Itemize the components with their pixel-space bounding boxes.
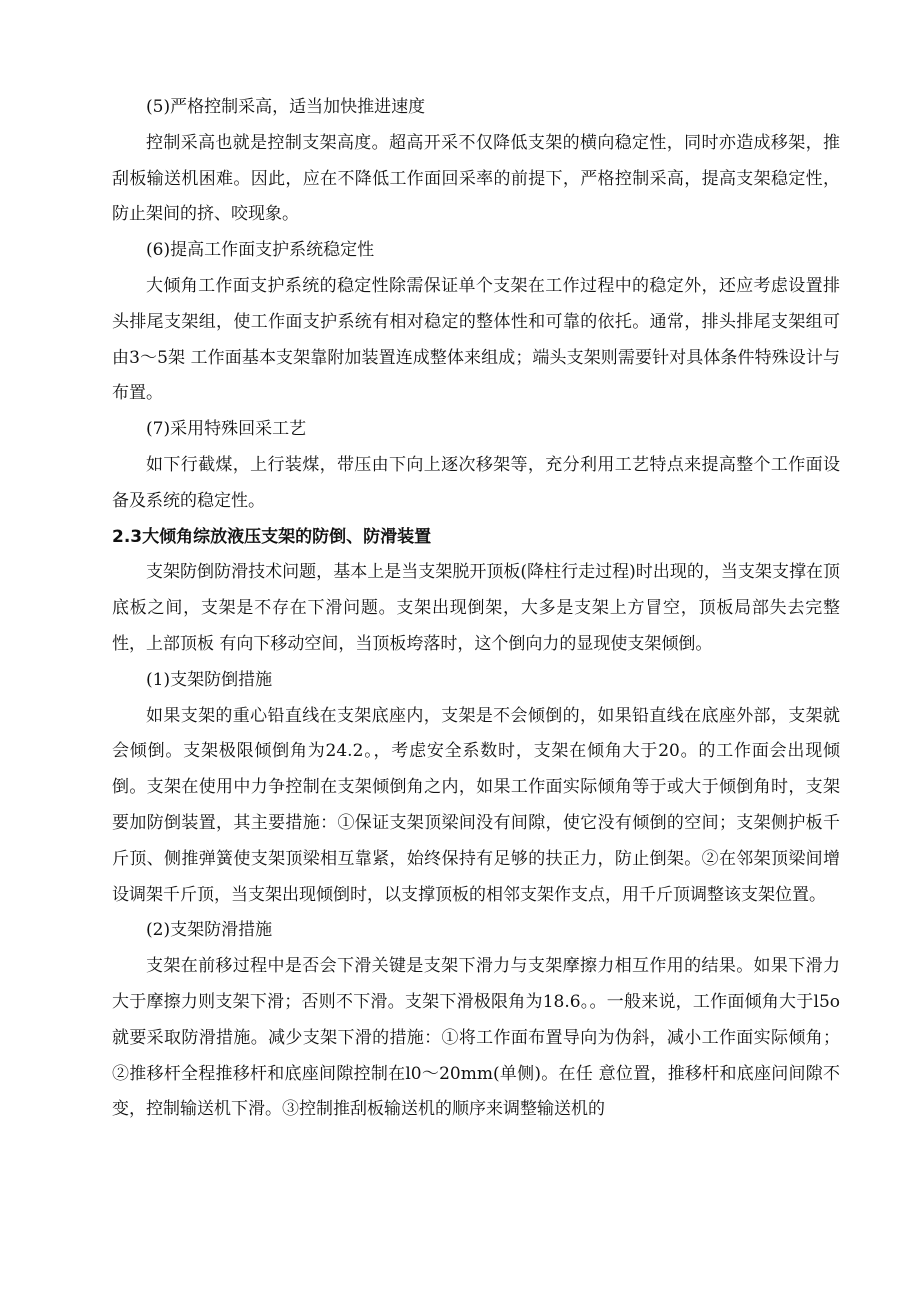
paragraph: 支架防倒防滑技术问题，基本上是当支架脱开顶板(降柱行走过程)时出现的，当支架支撑在顶底板之间，支架是不存在下滑问题。支架出现倒架，大多是支架上方冒空，顶板局部失去完整性，上部顶板 有向下移动空间，当顶板垮落时，这个倒向力的显现使支架倾倒。 — [112, 562, 840, 654]
paragraph: 支架在前移过程中是否会下滑关键是支架下滑力与支架摩擦力相互作用的结果。如果下滑力大于摩擦力则支架下滑；否则不下滑。支架下滑极限角为18.6。。一般来说，工作面倾角大于l5o就要采取防滑措施。减少支架下滑的措施：①将工作面布置导向为伪斜，减小工作面实际倾角；②推移杆全程推移杆和底座间隙控制在l0～20mm(单侧)。在任 意位置，推移杆和底座问间隙不变，控制输送机下滑。③控制推刮板输送机的顺序来调整输送机的 — [112, 956, 840, 1120]
subheading-2: (2)支架防滑措施 — [146, 920, 273, 941]
subheading-7: (7)采用特殊回采工艺 — [146, 419, 307, 440]
paragraph: 控制采高也就是控制支架高度。超高开采不仅降低支架的横向稳定性，同时亦造成移架，推刮板输送机困难。因此，应在不降低工作面回采率的前提下，严格控制采高，提高支架稳定性，防止架间的挤、咬现象。 — [112, 132, 840, 225]
paragraph: 大倾角工作面支护系统的稳定性除需保证单个支架在工作过程中的稳定外，还应考虑设置排头排尾支架组，使工作面支护系统有相对稳定的整体性和可靠的依托。通常，排头排尾支架组可由3～5架 工作面基本支架靠附加装置连成整体来组成；端头支架则需要针对具体条件特殊设计与布置。 — [112, 275, 840, 404]
subheading-1: (1)支架防倒措施 — [146, 669, 273, 690]
section-title-2-3: 2.3大倾角综放液压支架的防倒、防滑装置 — [112, 526, 432, 547]
paragraph: 如下行截煤，上行装煤，带压由下向上逐次移架等，充分利用工艺特点来提高整个工作面设备及系统的稳定性。 — [112, 454, 840, 511]
paragraph: 如果支架的重心铅直线在支架底座内，支架是不会倾倒的，如果铅直线在底座外部，支架就会倾倒。支架极限倾倒角为24.2。，考虑安全系数时，支架在倾角大于20。的工作面会出现倾倒。支架在使用中力争控制在支架倾倒角之内，如果工作面实际倾角等于或大于倾倒角时，支架要加防倒装置，其主要措施：①保证支架顶梁间没有间隙，使它没有倾倒的空间；支架侧护板千斤顶、侧推弹簧使支架顶梁相互靠紧，始终保持有足够的扶正力，防止倒架。②在邻架顶梁间增设调架千斤顶，当支架出现倾倒时，以支撑顶板的相邻支架作支点，用千斤顶调整该支架位置。 — [112, 705, 840, 905]
subheading-6: (6)提高工作面支护系统稳定性 — [146, 240, 375, 261]
subheading-5: (5)严格控制采高，适当加快推进速度 — [146, 97, 426, 117]
